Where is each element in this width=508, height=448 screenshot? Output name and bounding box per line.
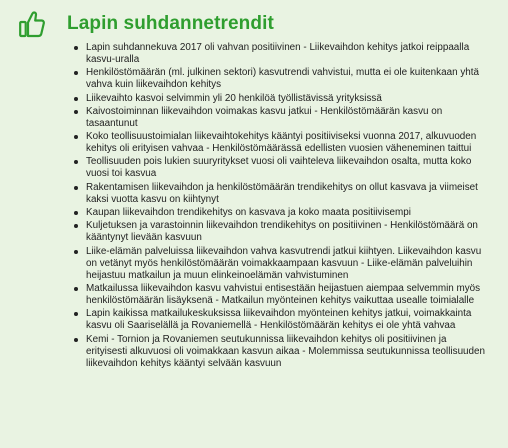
list-item: Teollisuuden pois lukien suuryritykset vuosi oli vaihteleva liikevaihdon osalta, mutta koko vuosi toi kasvua [86, 156, 486, 180]
list-item: Rakentamisen liikevaihdon ja henkilöstömäärän trendikehitys on ollut kasvava ja viimeiset kaksi vuotta kasvu on kiihtynyt [86, 182, 486, 206]
page-title: Lapin suhdannetrendit [67, 13, 274, 34]
list-item: Kaivostoiminnan liikevaihdon voimakas kasvu jatkui - Henkilöstömäärän kasvu on tasaantunut [86, 106, 486, 130]
thumbs-up-icon [19, 10, 45, 38]
list-item: Koko teollisuustoimialan liikevaihtokehitys kääntyi positiiviseksi vuonna 2017, alkuvuoden kehitys oli erityisen vahvaa - Henkilöstömäärässä edellisten vuosien väheneminen taittui [86, 131, 486, 155]
list-item: Kuljetuksen ja varastoinnin liikevaihdon trendikehitys on positiivinen - Henkilöstömäärä on kääntynyt lievään kasvuun [86, 220, 486, 244]
list-item: Liike-elämän palveluissa liikevaihdon vahva kasvutrendi jatkui kiihtyen. Liikevaihdon kasvu on vetänyt myös henkilöstömäärän voimakkaampaan kasvuun - Liike-elämän palveluihin heijastuu matkailun ja muun elinkeinoelämän vahvistuminen [86, 246, 486, 282]
list-item: Matkailussa liikevaihdon kasvu vahvistui entisestään heijastuen aiempaa selvemmin myös henkilöstömäärän lisäyksenä - Matkailun myönteinen kehitys vaikuttaa usealle toimialalle [86, 283, 486, 307]
list-item: Henkilöstömäärän (ml. julkinen sektori) kasvutrendi vahvistui, mutta ei ole kuitenkaan yhtä vahva kuin liikevaihdon kehitys [86, 67, 486, 91]
list-item: Kaupan liikevaihdon trendikehitys on kasvava ja koko maata positiivisempi [86, 207, 486, 219]
list-item: Lapin kaikissa matkailukeskuksissa liikevaihdon myönteinen kehitys jatkui, voimakkainta kasvu oli Saariselällä ja Rovaniemellä - Henkilöstömäärän kehitys ei ole yhtä vahvaa [86, 308, 486, 332]
header [19, 8, 499, 40]
list-item: Kemi - Tornion ja Rovaniemen seutukunnissa liikevaihdon kehitys oli positiivinen ja erityisesti alkuvuosi oli voimakkaan kasvun aikaa - Molemmissa seutukunnissa teollisuuden liikevaihdon kehitys kääntyi selvään kasvuun [86, 333, 486, 369]
list-item: Liikevaihto kasvoi selvimmin yli 20 henkilöä työllistävissä yrityksissä [86, 93, 486, 105]
trend-list [86, 42, 486, 371]
list-item: Lapin suhdannekuva 2017 oli vahvan positiivinen - Liikevaihdon kehitys jatkoi reippaalla kasvu-uralla [86, 42, 486, 66]
